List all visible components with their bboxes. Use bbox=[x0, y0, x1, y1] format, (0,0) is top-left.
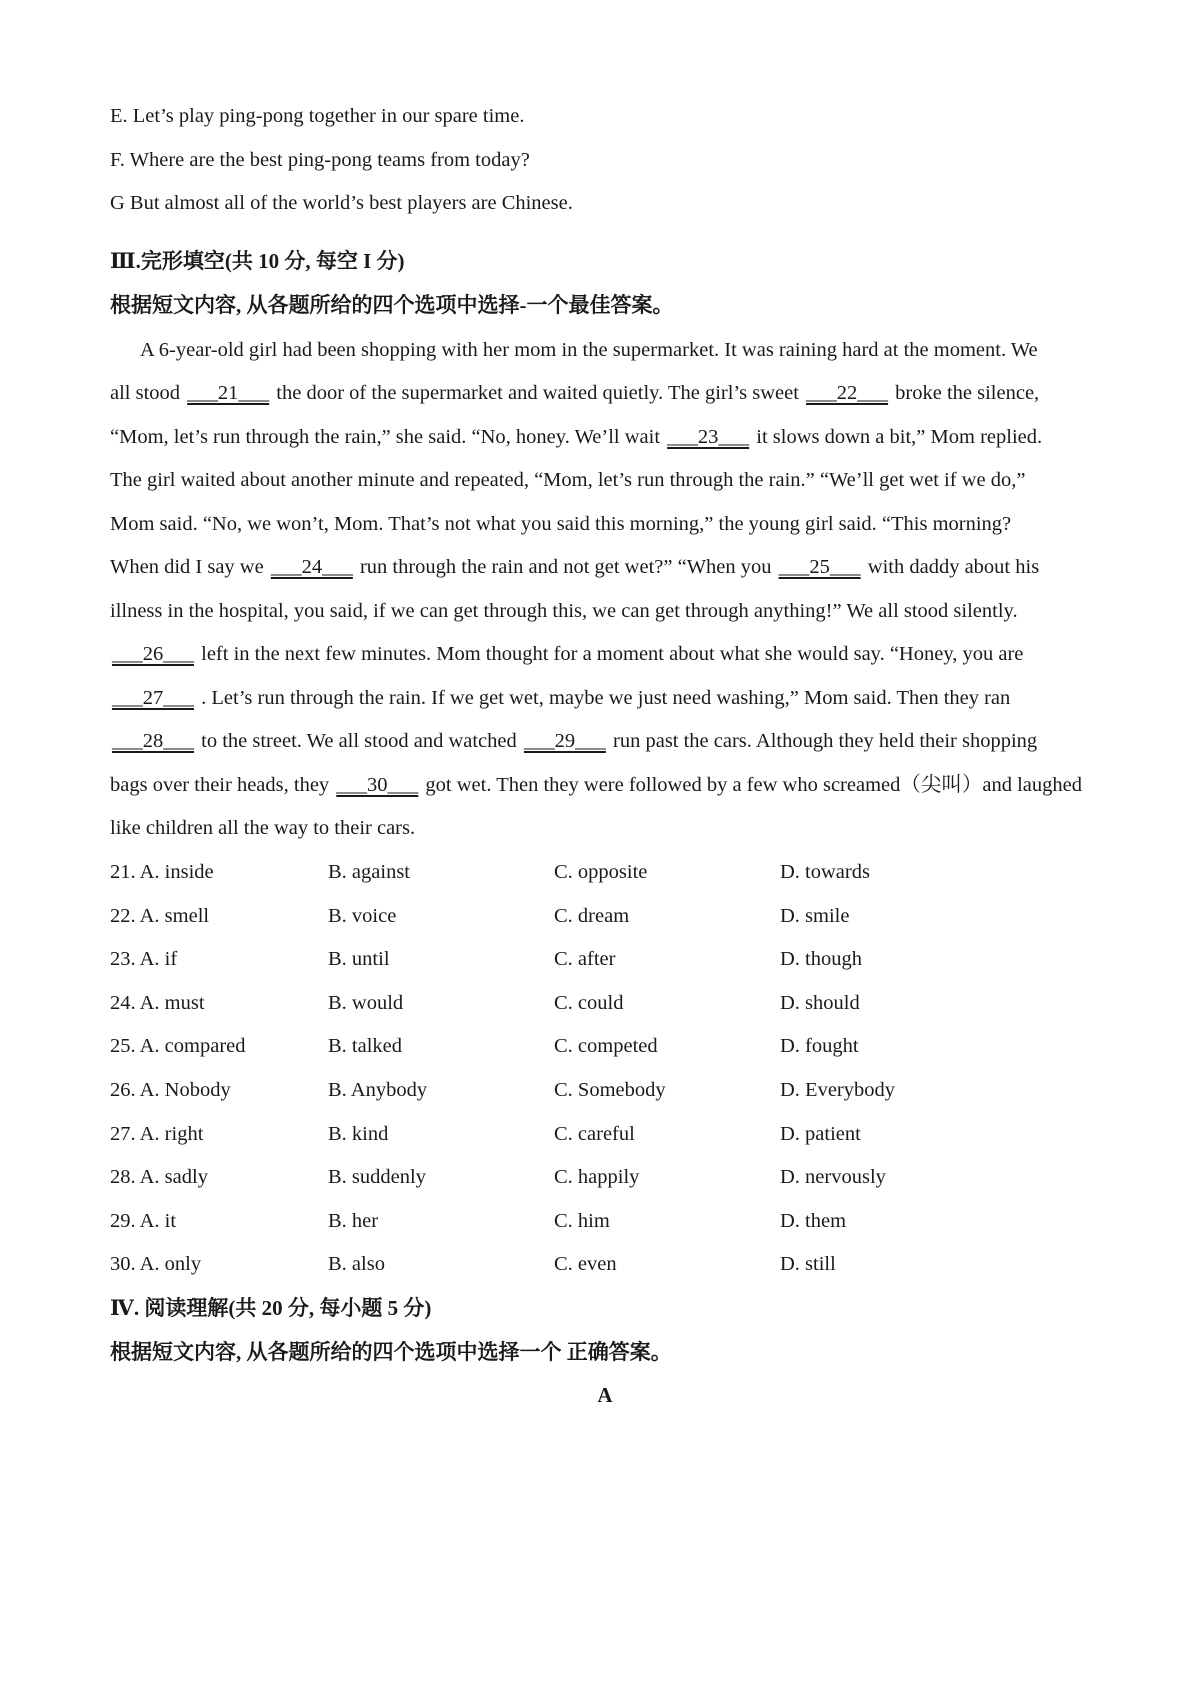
passage-text: the door of the supermarket and waited quietly. The girl’s sweet bbox=[271, 382, 805, 404]
passage-text: to the street. We all stood and watched bbox=[196, 730, 522, 752]
passage-text: left in the next few minutes. Mom thought for a moment about what she would say. “Honey, you are bbox=[196, 643, 1024, 665]
section-4-title: Ⅳ. 阅读理解(共 20 分, 每小题 5 分) bbox=[110, 1296, 432, 1320]
passage-text: run through the rain and not get wet?” “When you bbox=[354, 556, 777, 578]
passage-text: When did I say we bbox=[110, 556, 269, 578]
question-25-option-a: 25. A. compared bbox=[110, 1035, 246, 1058]
question-26-option-a: 26. A. Nobody bbox=[110, 1079, 231, 1101]
passage-label: A bbox=[597, 1383, 613, 1407]
question-30-option-d: D. still bbox=[780, 1253, 836, 1276]
blank-25: ___25___ bbox=[778, 556, 861, 578]
blank-26: ___26___ bbox=[112, 643, 194, 665]
question-21-option-c: C. opposite bbox=[554, 861, 648, 883]
question-23-option-c: C. after bbox=[554, 948, 616, 971]
question-24-option-a: 24. A. must bbox=[110, 991, 205, 1014]
section-3-title: Ⅲ.完形填空(共 10 分, 每空 I 分) bbox=[110, 249, 405, 273]
passage-line: like children all the way to their cars. bbox=[110, 817, 416, 839]
question-29-option-b: B. her bbox=[328, 1209, 379, 1232]
passage-text: run past the cars. Although they held their shopping bbox=[607, 730, 1038, 752]
question-25-option-c: C. competed bbox=[554, 1035, 658, 1058]
question-21-option-a: 21. A. inside bbox=[110, 861, 214, 883]
passage-line bbox=[110, 423, 1042, 451]
blank-30: ___30___ bbox=[336, 774, 419, 796]
option-f: F. Where are the best ping-pong teams from today? bbox=[110, 149, 530, 171]
question-21-option-d: D. towards bbox=[780, 861, 870, 883]
question-27-option-c: C. careful bbox=[554, 1122, 635, 1145]
blank-23: ___23___ bbox=[667, 426, 750, 448]
question-28-option-b: B. suddenly bbox=[328, 1166, 426, 1189]
section-3-instruction: 根据短文内容, 从各题所给的四个选项中选择-一个最佳答案。 bbox=[110, 293, 674, 317]
question-26-option-b: B. Anybody bbox=[328, 1079, 428, 1101]
passage-line bbox=[110, 379, 1039, 407]
question-26-option-d: D. Everybody bbox=[780, 1079, 896, 1101]
question-27-option-d: D. patient bbox=[780, 1122, 861, 1145]
passage-text: bags over their heads, they bbox=[110, 774, 335, 796]
question-21-option-b: B. against bbox=[328, 861, 410, 883]
question-28-option-d: D. nervously bbox=[780, 1166, 886, 1189]
option-e: E. Let’s play ping-pong together in our spare time. bbox=[110, 105, 525, 127]
blank-28: ___28___ bbox=[112, 730, 194, 752]
question-22-option-d: D. smile bbox=[780, 904, 850, 927]
question-30-option-c: C. even bbox=[554, 1253, 617, 1276]
question-23-option-b: B. until bbox=[328, 948, 390, 971]
blank-22: ___22___ bbox=[806, 382, 889, 404]
question-28-option-a: 28. A. sadly bbox=[110, 1166, 208, 1189]
question-22-option-a: 22. A. smell bbox=[110, 904, 210, 927]
passage-line: A 6-year-old girl had been shopping with her mom in the supermarket. It was raining hard at the moment. We bbox=[140, 339, 1038, 361]
passage-line: Mom said. “No, we won’t, Mom. That’s not what you said this morning,” the young girl said. “This morning? bbox=[110, 513, 1012, 535]
option-g: G But almost all of the world’s best players are Chinese. bbox=[110, 192, 573, 214]
blank-27: ___27___ bbox=[112, 687, 194, 709]
question-23-option-d: D. though bbox=[780, 948, 862, 971]
passage-line: illness in the hospital, you said, if we can get through this, we can get through anything!” We all stood silently. bbox=[110, 600, 1018, 622]
question-25-option-b: B. talked bbox=[328, 1035, 403, 1058]
question-24-option-c: C. could bbox=[554, 991, 624, 1014]
passage-text: all stood bbox=[110, 382, 186, 404]
passage-line bbox=[110, 640, 1023, 668]
section-4-instruction: 根据短文内容, 从各题所给的四个选项中选择一个 正确答案。 bbox=[110, 1340, 672, 1364]
passage-line: The girl waited about another minute and repeated, “Mom, let’s run through the rain.” “We’ll get wet if we do,” bbox=[110, 469, 1026, 491]
question-29-option-a: 29. A. it bbox=[110, 1209, 177, 1232]
passage-line bbox=[110, 771, 1082, 799]
blank-21: ___21___ bbox=[187, 382, 270, 404]
question-27-option-b: B. kind bbox=[328, 1122, 389, 1145]
passage-line bbox=[110, 727, 1037, 755]
question-27-option-a: 27. A. right bbox=[110, 1122, 204, 1145]
question-22-option-c: C. dream bbox=[554, 904, 630, 927]
passage-text: it slows down a bit,” Mom replied. bbox=[751, 426, 1043, 448]
question-25-option-d: D. fought bbox=[780, 1035, 859, 1058]
passage-line bbox=[110, 553, 1039, 581]
passage-text: . Let’s run through the rain. If we get wet, maybe we just need washing,” Mom said. Then they ran bbox=[196, 687, 1011, 709]
passage-text: broke the silence, bbox=[890, 382, 1040, 404]
question-29-option-c: C. him bbox=[554, 1209, 610, 1232]
question-29-option-d: D. them bbox=[780, 1209, 847, 1232]
passage-text: with daddy about his bbox=[862, 556, 1040, 578]
question-22-option-b: B. voice bbox=[328, 904, 397, 927]
question-30-option-a: 30. A. only bbox=[110, 1253, 202, 1276]
question-23-option-a: 23. A. if bbox=[110, 948, 178, 971]
blank-24: ___24___ bbox=[270, 556, 353, 578]
question-24-option-b: B. would bbox=[328, 991, 404, 1014]
question-28-option-c: C. happily bbox=[554, 1166, 640, 1189]
passage-text: “Mom, let’s run through the rain,” she said. “No, honey. We’ll wait bbox=[110, 426, 666, 448]
passage-text: got wet. Then they were followed by a few who screamed（尖叫）and laughed bbox=[420, 774, 1082, 796]
passage-line bbox=[110, 684, 1010, 712]
blank-29: ___29___ bbox=[523, 730, 606, 752]
question-24-option-d: D. should bbox=[780, 991, 860, 1014]
question-30-option-b: B. also bbox=[328, 1253, 385, 1276]
question-26-option-c: C. Somebody bbox=[554, 1079, 666, 1101]
